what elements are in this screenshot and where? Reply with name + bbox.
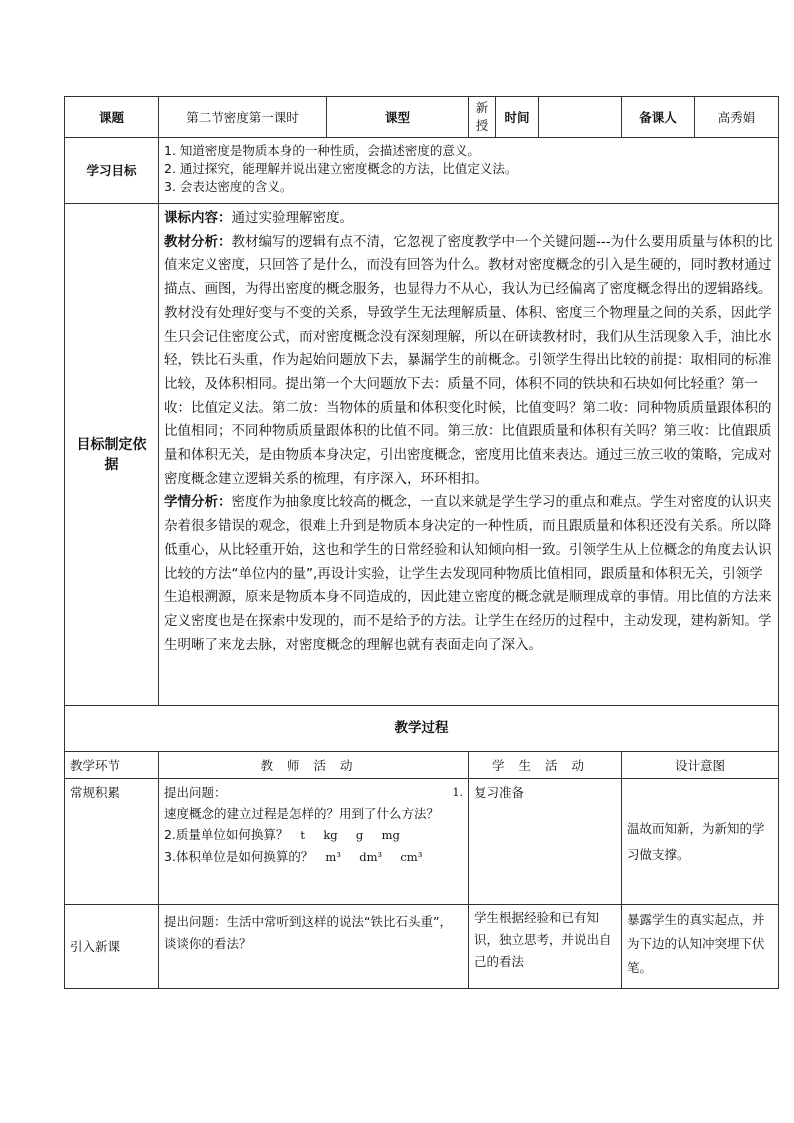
basis-content bbox=[159, 204, 779, 706]
intent-cell: 温故而知新，为新知的学习做支撑。 bbox=[622, 779, 779, 905]
textbook-label: 教材分析： bbox=[164, 233, 232, 250]
mass-units: t kg g mg bbox=[300, 828, 400, 842]
question-line-2 bbox=[164, 824, 463, 846]
preparer-label: 备课人 bbox=[622, 97, 695, 138]
standard-label: 课标内容： bbox=[164, 210, 232, 226]
type-value: 新授 bbox=[469, 97, 496, 138]
question-text-2: 2.质量单位如何换算？ bbox=[164, 827, 289, 842]
teacher-activity-cell: 提出问题：生活中常听到这样的说法“铁比石头重”，谈谈你的看法？ bbox=[159, 905, 469, 989]
standard-text: 通过实验理解密度。 bbox=[231, 210, 353, 226]
stage-cell: 引入新课 bbox=[65, 905, 159, 989]
teacher-activity-cell bbox=[159, 779, 469, 905]
header-row bbox=[65, 97, 779, 138]
standard-paragraph bbox=[164, 207, 773, 231]
process-title: 教学过程 bbox=[65, 706, 779, 752]
question-text-3: 3.体积单位是如何换算的？ bbox=[164, 849, 314, 864]
question-text-1: 速度概念的建立过程是怎样的？用到了什么方法？ bbox=[164, 806, 440, 821]
textbook-paragraph bbox=[164, 231, 773, 492]
col-stage-header: 教学环节 bbox=[65, 752, 159, 779]
basis-label: 目标制定依据 bbox=[65, 204, 159, 706]
col-intent-header: 设计意图 bbox=[622, 752, 779, 779]
goals-list bbox=[159, 138, 779, 204]
preparer-value: 高秀娟 bbox=[695, 97, 779, 138]
question-line bbox=[164, 782, 463, 803]
textbook-text: 教材编写的逻辑有点不清，它忽视了密度教学中一个关键问题---为什么要用质量与体积的比值来定义密度，只回答了是什么，而没有回答为什么。教材对密度概念的引入是生硬的，同时教材通过描点、画图，为得出密度的概念服务，也显得力不从心，我认为已经偏离了密度概念得出的逻辑路线。教材没有处理好变与不变的关系，导致学生无法理解质量、体积、密度三个物理量之间的关系，因此学生只会记住密度公式，而对密度概念没有深刻理解，所以在研读教材时，我们从生活现象入手，油比水轻，铁比石头重，作为起始问题放下去，暴漏学生的前概念。引领学生得出比较的前提：取相同的标准比较，及体积相同。提出第一个大问题放下去：质量不同，体积不同的铁块和石块如何比轻重？第一收：比值定义法。第二放：当物体的质量和体积变化时候，比值变吗？第二收：同种物质质量跟体积的比值相同；不同种物质质量跟体积的比值不同。第三放：比值跟质量和体积有关吗？第三收：比值跟质量和体积无关，是由物质本身决定，引出密度概念，密度用比值来表达。通过三放三收的策略，完成对密度概念建立逻辑关系的梳理，有序深入，环环相扣。 bbox=[164, 233, 773, 487]
time-label: 时间 bbox=[496, 97, 539, 138]
col-teacher-header: 教师活动 bbox=[159, 752, 469, 779]
type-label: 课型 bbox=[327, 97, 469, 138]
question-line-3 bbox=[164, 846, 463, 868]
student-activity-cell: 学生根据经验和已有知识，独立思考，并说出自己的看法 bbox=[469, 905, 622, 989]
student-activity-cell: 复习准备 bbox=[469, 779, 622, 905]
stage-cell: 常规积累 bbox=[65, 779, 159, 905]
goal-item: 2. 通过探究，能理解并说出建立密度概念的方法，比值定义法。 bbox=[164, 161, 518, 176]
process-title-row bbox=[65, 706, 779, 752]
process-header-row bbox=[65, 752, 779, 779]
topic-value: 第二节密度第一课时 bbox=[159, 97, 327, 138]
lesson-plan-table bbox=[64, 96, 779, 989]
student-analysis-text: 密度作为抽象度比较高的概念，一直以来就是学生学习的重点和难点。学生对密度的认识夹杂着很多错误的观念，很难上升到是物质本身决定的一种性质，而且跟质量和体积还没有关系。所以降低重心，从比轻重开始，这也和学生的日常经验和认知倾向相一致。引领学生从上位概念的角度去认识比较的方法“单位内的量”,再设计实验，让学生去发现同种物质比值相同，跟质量和体积无关，引领学生追根溯源，原来是物质本身不同造成的，因此建立密度的概念就是顺理成章的事情。用比值的方法来定义密度也是在探索中发现的，而不是给予的方法。让学生在经历的过程中，主动发现，建构新知。学生明晰了来龙去脉，对密度概念的理解也就有表面走向了深入。 bbox=[164, 494, 772, 653]
process-row-review bbox=[65, 779, 779, 905]
topic-label: 课题 bbox=[65, 97, 159, 138]
time-value bbox=[539, 97, 622, 138]
question-label: 提出问题： bbox=[164, 785, 227, 800]
intent-cell: 暴露学生的真实起点，并为下边的认知冲突埋下伏笔。 bbox=[622, 905, 779, 989]
question-number: 1. bbox=[452, 786, 463, 799]
process-row-intro bbox=[65, 905, 779, 989]
col-student-header: 学生活动 bbox=[469, 752, 622, 779]
goal-item: 3. 会表达密度的含义。 bbox=[164, 179, 293, 194]
goals-row bbox=[65, 138, 779, 204]
student-analysis-paragraph bbox=[164, 491, 773, 657]
goals-label: 学习目标 bbox=[65, 138, 159, 204]
basis-row bbox=[65, 204, 779, 706]
volume-units: m³ dm³ cm³ bbox=[325, 850, 423, 864]
student-analysis-label: 学情分析： bbox=[164, 494, 232, 511]
goal-item: 1. 知道密度是物质本身的一种性质，会描述密度的意义。 bbox=[164, 143, 480, 158]
